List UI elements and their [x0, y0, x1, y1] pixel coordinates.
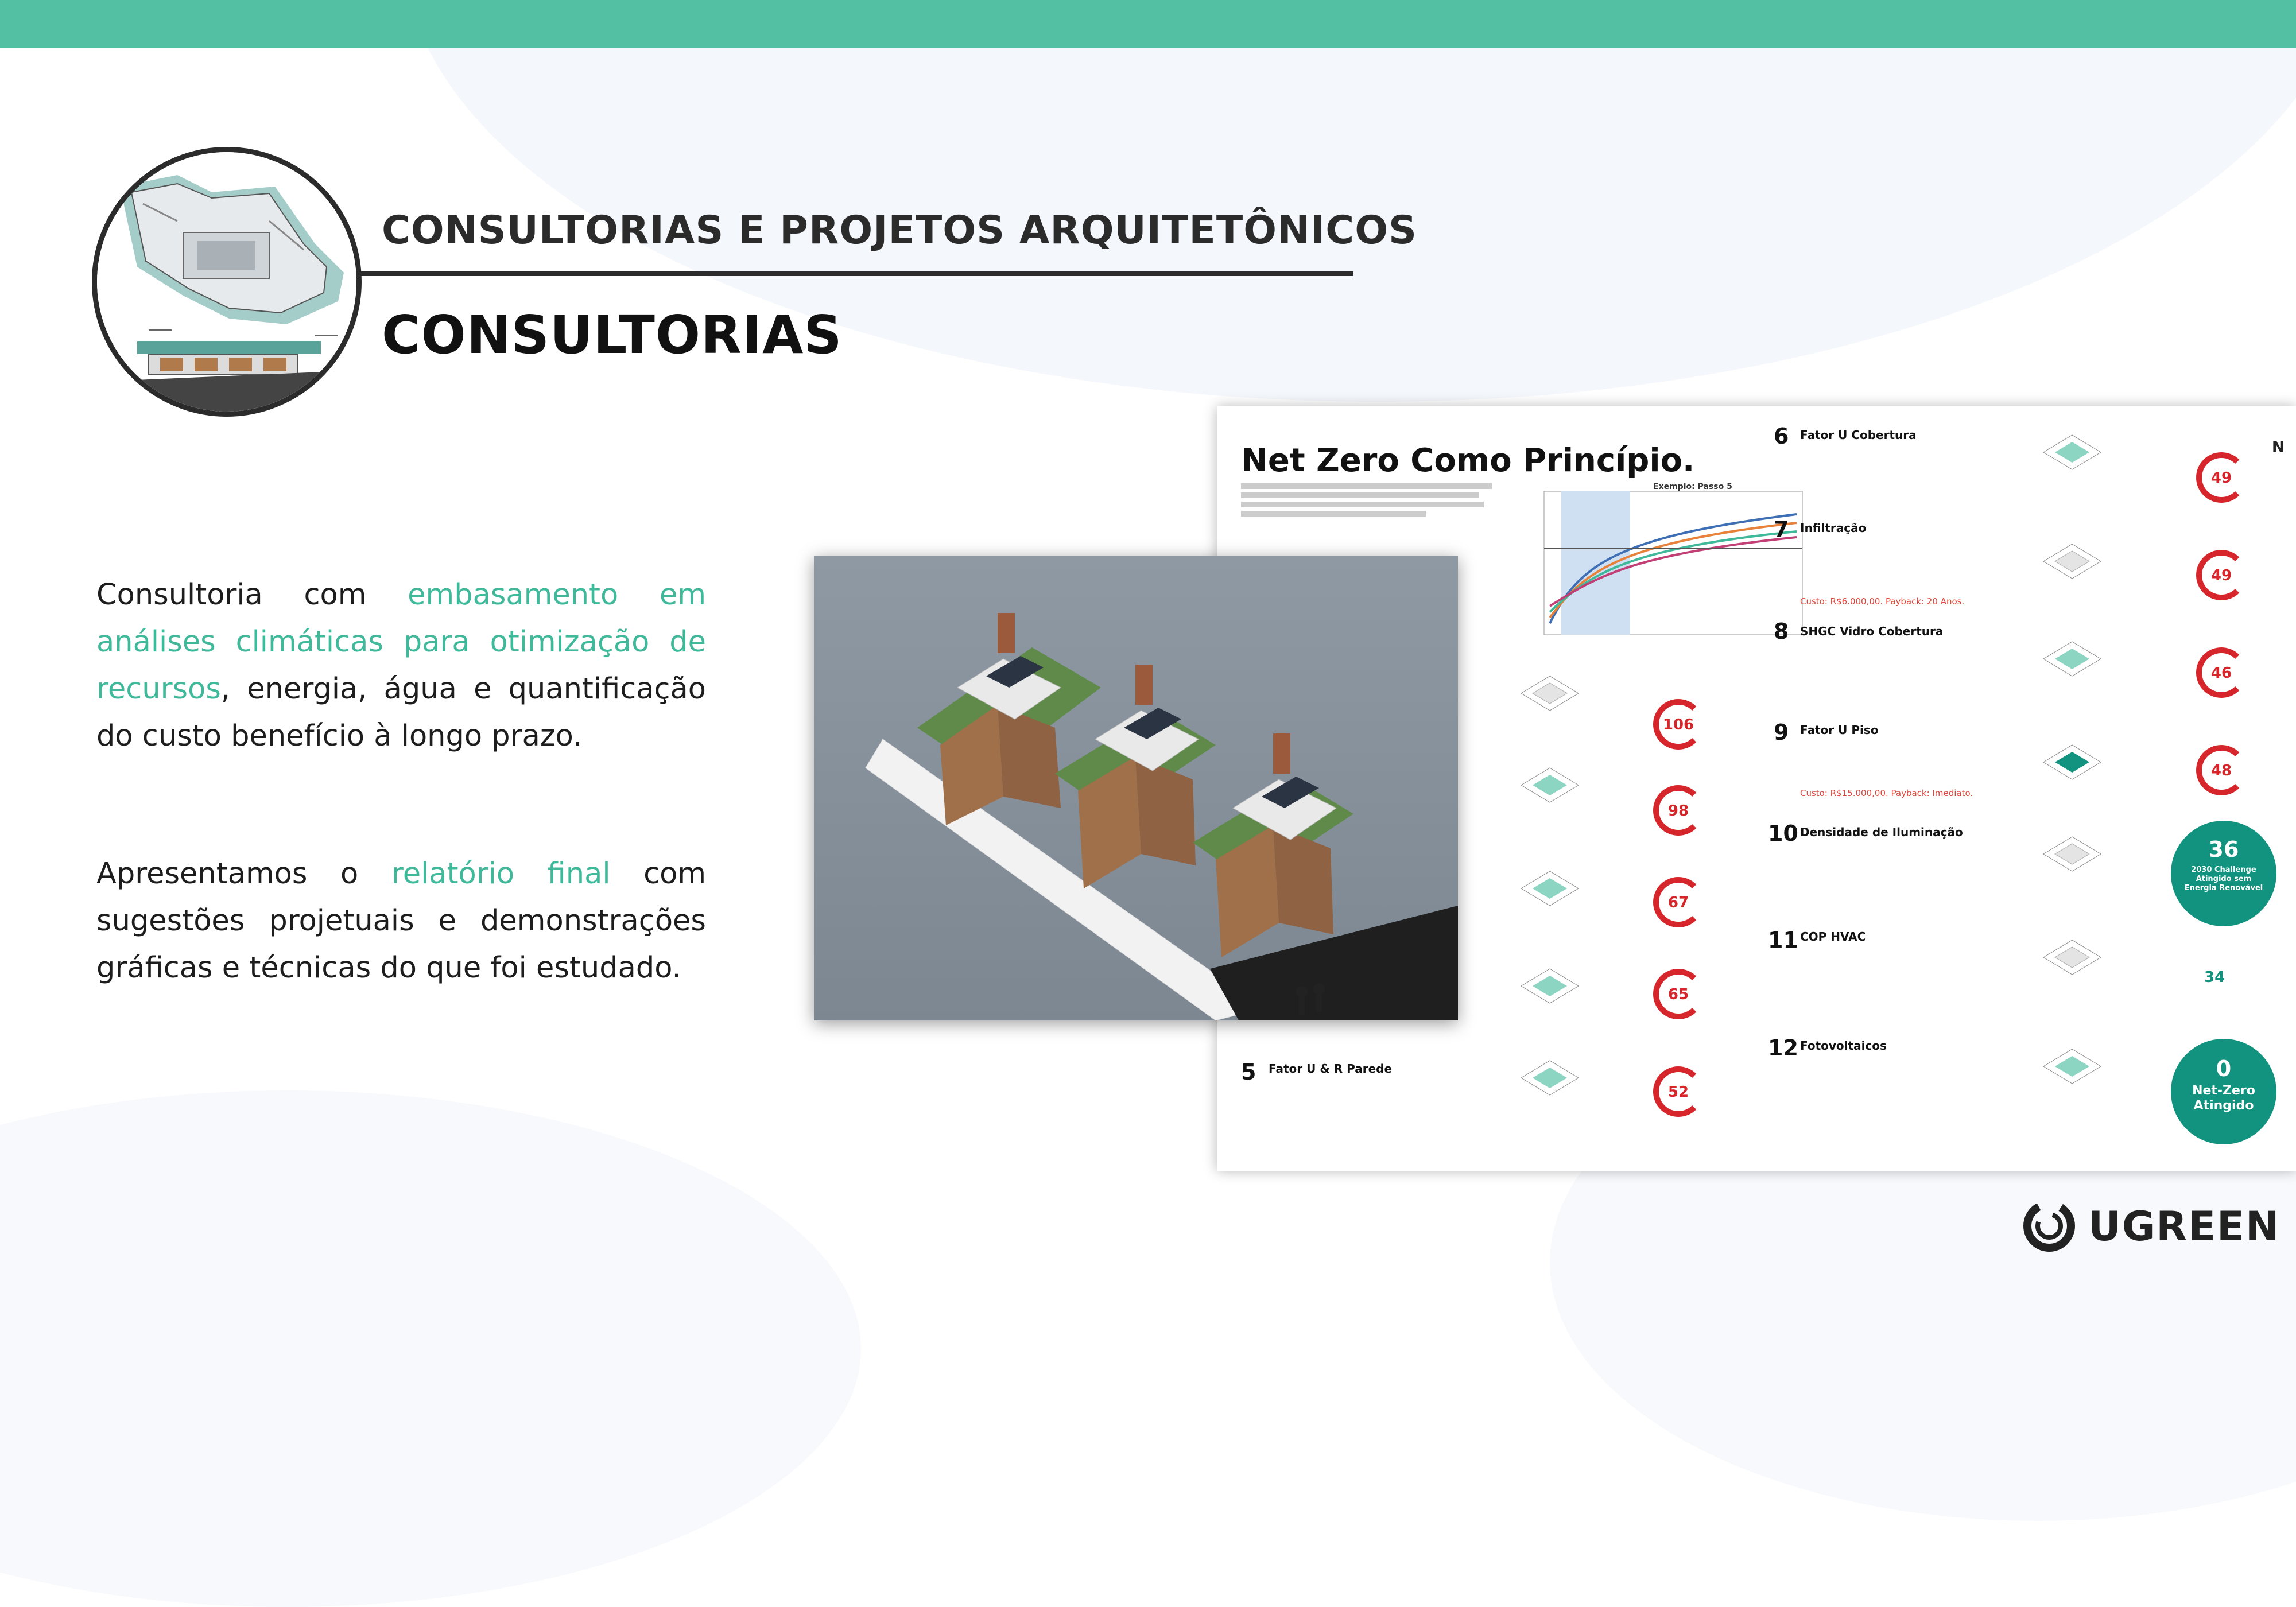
- step-label: Infiltração: [1800, 521, 1867, 535]
- section-image-circle: [92, 147, 362, 417]
- step-number: 7: [1774, 517, 1789, 542]
- paragraph-relatorio: [96, 851, 706, 992]
- paragraph-text: , energia, água e quantificação do custo benefício à longo prazo.: [96, 672, 706, 753]
- report-chart: [1527, 480, 1814, 652]
- building-section-drawing: [97, 152, 361, 416]
- step-label: Fator U Cobertura: [1800, 428, 1917, 442]
- building-icon: [1515, 865, 1584, 913]
- step-label: COP HVAC: [1800, 930, 1866, 944]
- challenge-value: 36: [2208, 837, 2239, 862]
- section-title: CONSULTORIAS E PROJETOS ARQUITETÔNICOS: [382, 208, 1417, 253]
- step-label: SHGC Vidro Cobertura: [1800, 624, 1944, 638]
- gauge-value: 49: [2210, 567, 2232, 584]
- step-label: Fator U & R Parede: [1269, 1062, 1393, 1076]
- gauge-value: 65: [1667, 986, 1689, 1003]
- gauge-value: 49: [2210, 469, 2232, 487]
- building-icon: [1515, 762, 1584, 809]
- building-icon: [2038, 538, 2107, 585]
- architectural-render-image: [814, 556, 1458, 1020]
- building-icon: [2038, 1043, 2107, 1090]
- building-icon: [1515, 963, 1584, 1010]
- step-cost: Custo: R$6.000,00. Payback: 20 Anos.: [1800, 596, 1965, 607]
- gauge-value: 67: [1667, 894, 1689, 911]
- title-divider: [356, 271, 1353, 276]
- building-icon: [1515, 1055, 1584, 1102]
- top-accent-bar: [0, 0, 2296, 48]
- paragraph-text: com sugestões projetuais e demonstrações gráficas e técnicas do que foi estudado.: [96, 857, 706, 985]
- gauge-value: 48: [2210, 762, 2232, 779]
- building-icon: [2038, 831, 2107, 878]
- building-icon: [2038, 739, 2107, 786]
- paragraph-consultoria: [96, 572, 706, 760]
- paragraph-text: Consultoria com: [96, 578, 408, 612]
- brand-name: UGREEN: [2088, 1203, 2281, 1250]
- step-number: 10: [1768, 821, 1798, 846]
- netzero-value: 0: [2216, 1056, 2232, 1081]
- gauge-value: 98: [1667, 802, 1689, 820]
- page-title: CONSULTORIAS: [382, 304, 843, 366]
- report-intro-text: [1241, 480, 1505, 520]
- building-icon: [2038, 429, 2107, 476]
- render-drawing: [814, 556, 1458, 1020]
- step-number: 6: [1774, 424, 1789, 449]
- challenge-label: 2030 Challenge Atingido sem Energia Renovável: [2184, 865, 2263, 892]
- step-cost: Custo: R$15.000,00. Payback: Imediato.: [1800, 788, 1973, 798]
- challenge-badge: [2171, 821, 2276, 926]
- report-chart-title: Exemplo: Passo 5: [1653, 482, 1732, 491]
- netzero-badge: [2171, 1039, 2276, 1144]
- building-icon: [1515, 670, 1584, 717]
- step-number: 12: [1768, 1035, 1798, 1061]
- step-label: Densidade de Iluminação: [1800, 825, 1963, 839]
- step-label: Fotovoltaicos: [1800, 1039, 1887, 1053]
- paragraph-highlight: embasamento em análises climáticas para otimização de recursos: [96, 578, 706, 706]
- gauge-value: 106: [1662, 716, 1694, 733]
- netzero-label: Net-Zero Atingido: [2192, 1084, 2255, 1113]
- paragraph-highlight: relatório final: [391, 857, 611, 891]
- building-icon: [2038, 934, 2107, 981]
- gauge-value: 46: [2210, 665, 2232, 682]
- building-icon: [2038, 636, 2107, 683]
- step-label: Fator U Piso: [1800, 723, 1879, 737]
- step-number: 9: [1774, 720, 1789, 745]
- background-shape: [0, 1090, 861, 1607]
- small-value: 34: [2204, 969, 2225, 986]
- report-title: Net Zero Como Princípio.: [1241, 442, 1695, 479]
- step-number: 8: [1774, 619, 1789, 644]
- step-number: 5: [1241, 1059, 1256, 1085]
- gauge-value: 52: [1667, 1084, 1689, 1101]
- paragraph-text: Apresentamos o: [96, 857, 391, 891]
- north-indicator: N: [2272, 438, 2285, 456]
- step-number: 11: [1768, 927, 1798, 953]
